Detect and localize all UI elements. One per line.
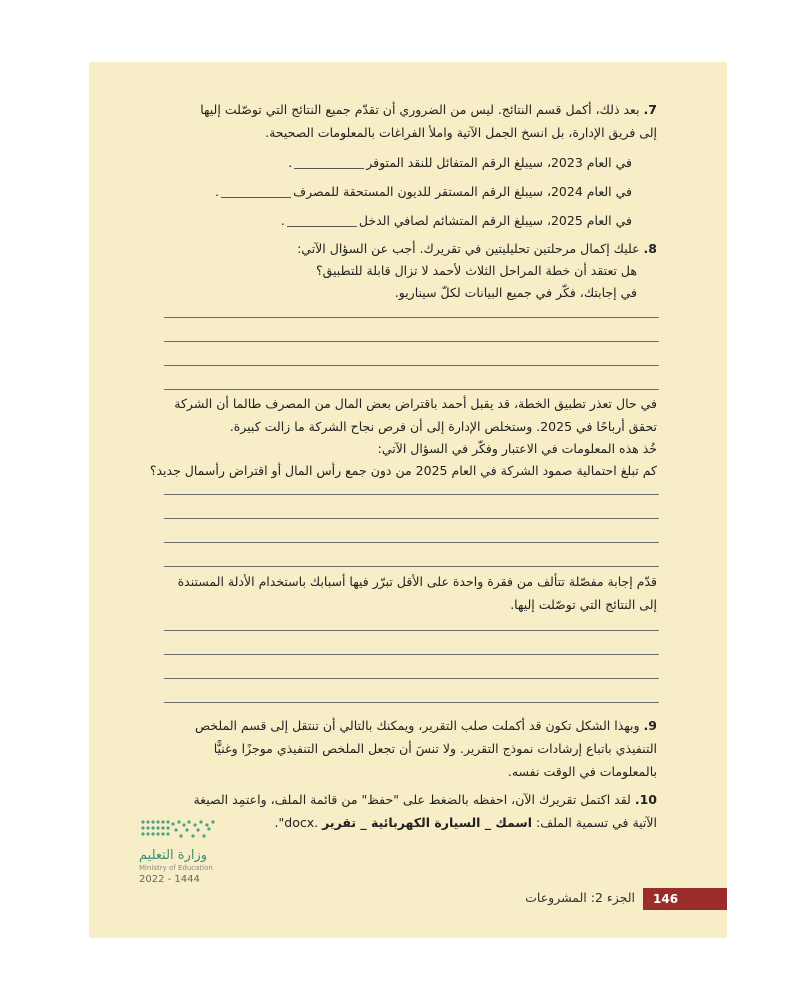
sentence-2024: في العام 2024، سيبلغ الرقم المستقر للديون المستحقة للمصرف. bbox=[215, 184, 632, 199]
question-8-text: عليك إكمال مرحلتين تحليليتين في تقريرك. أجب عن السؤال الآتي: bbox=[297, 241, 640, 256]
blank-2024 bbox=[221, 197, 291, 198]
filename-extension: .docx". bbox=[274, 815, 319, 830]
question-7 bbox=[187, 98, 657, 144]
detailed-answer-instruction: قدّم إجابة مفصّلة تتألف من فقرة واحدة على الأقل تبرّر فيها أسبابك باستخدام الأدلة المستندة إلى النتائج التي توصّلت إليها. bbox=[177, 574, 657, 612]
sentence-2023: في العام 2023، سيبلغ الرقم المتفائل للنقد المتوفر. bbox=[288, 155, 632, 170]
question-8 bbox=[297, 238, 657, 260]
ministry-english-name: Ministry of Education bbox=[139, 864, 213, 872]
answer-lines-3 bbox=[164, 630, 659, 726]
textbook-page bbox=[89, 62, 727, 938]
question-9-text: وبهذا الشكل تكون قد أكملت صلب التقرير، ويمكنك بالتالي أن تنتقل إلى قسم الملخص التنفيذي باتباع إرشادات نموذج التقرير. ولا تنسَ أن تجعل الملخص التنفيذي موجزًا وغنيًّا بالمعلومات في الوقت نفسه. bbox=[194, 718, 657, 779]
sentence-2025: في العام 2025، سيبلغ الرقم المتشائم لصافي الدخل. bbox=[280, 213, 632, 228]
filename-format: اسمك _ السيارة الكهربائية _ تقرير bbox=[322, 815, 533, 830]
ministry-year: 2022 - 1444 bbox=[139, 874, 200, 885]
question-10-number: 10. bbox=[634, 792, 657, 807]
question-8-number: 8. bbox=[643, 241, 657, 256]
question-8-question: هل تعتقد أن خطة المراحل الثلاث لأحمد لا تزال قابلة للتطبيق؟ bbox=[315, 263, 637, 278]
page-footer bbox=[89, 888, 727, 910]
chapter-title: الجزء 2: المشروعات bbox=[525, 890, 635, 905]
sentence-2025-text: في العام 2025، سيبلغ الرقم المتشائم لصافي الدخل bbox=[358, 213, 632, 228]
question-10-text: لقد اكتمل تقريرك الآن، احفظه بالضغط على "حفظ" من قائمة الملف، واعتمِد الصيغة الآتية في تسمية الملف: bbox=[193, 792, 657, 830]
scenario-paragraph: في حال تعذر تطبيق الخطة، قد يقبل أحمد باقتراض بعض المال من المصرف طالما أن الشركة تحقق أرباحًا في 2025. وستخلص الإدارة إلى أن فرص نجاح الشركة ما زالت كبيرة. bbox=[174, 396, 657, 434]
scenario-question: كم تبلغ احتمالية صمود الشركة في العام 2025 من دون جمع رأس المال أو اقتراض رأسمال جديد؟ bbox=[149, 463, 657, 478]
sentence-2024-text: في العام 2024، سيبلغ الرقم المستقر للديون المستحقة للمصرف bbox=[293, 184, 632, 199]
sentence-2023-text: في العام 2023، سيبلغ الرقم المتفائل للنقد المتوفر bbox=[366, 155, 632, 170]
question-7-text: بعد ذلك، أكمل قسم النتائج. ليس من الضروري أن تقدّم جميع النتائج التي توصّلت إليها إلى فريق الإدارة، بل انسخ الجمل الآتية واملأ الفراغات بالمعلومات الصحيحة. bbox=[200, 102, 657, 140]
question-9-number: 9. bbox=[643, 718, 657, 733]
blank-2023 bbox=[294, 168, 364, 169]
question-9 bbox=[167, 714, 657, 783]
ministry-dots-icon bbox=[139, 816, 219, 842]
question-7-number: 7. bbox=[643, 102, 657, 117]
blank-2025 bbox=[287, 226, 357, 227]
question-8-hint: في إجابتك، فكّر في جميع البيانات لكلّ سيناريو. bbox=[394, 285, 637, 300]
page-number: 146 bbox=[643, 888, 727, 910]
scenario-instruction: خُذ هذه المعلومات في الاعتبار وفكّر في السؤال الآتي: bbox=[377, 441, 657, 456]
ministry-logo bbox=[139, 816, 259, 896]
ministry-arabic-name: وزارة التعليم bbox=[139, 848, 208, 863]
